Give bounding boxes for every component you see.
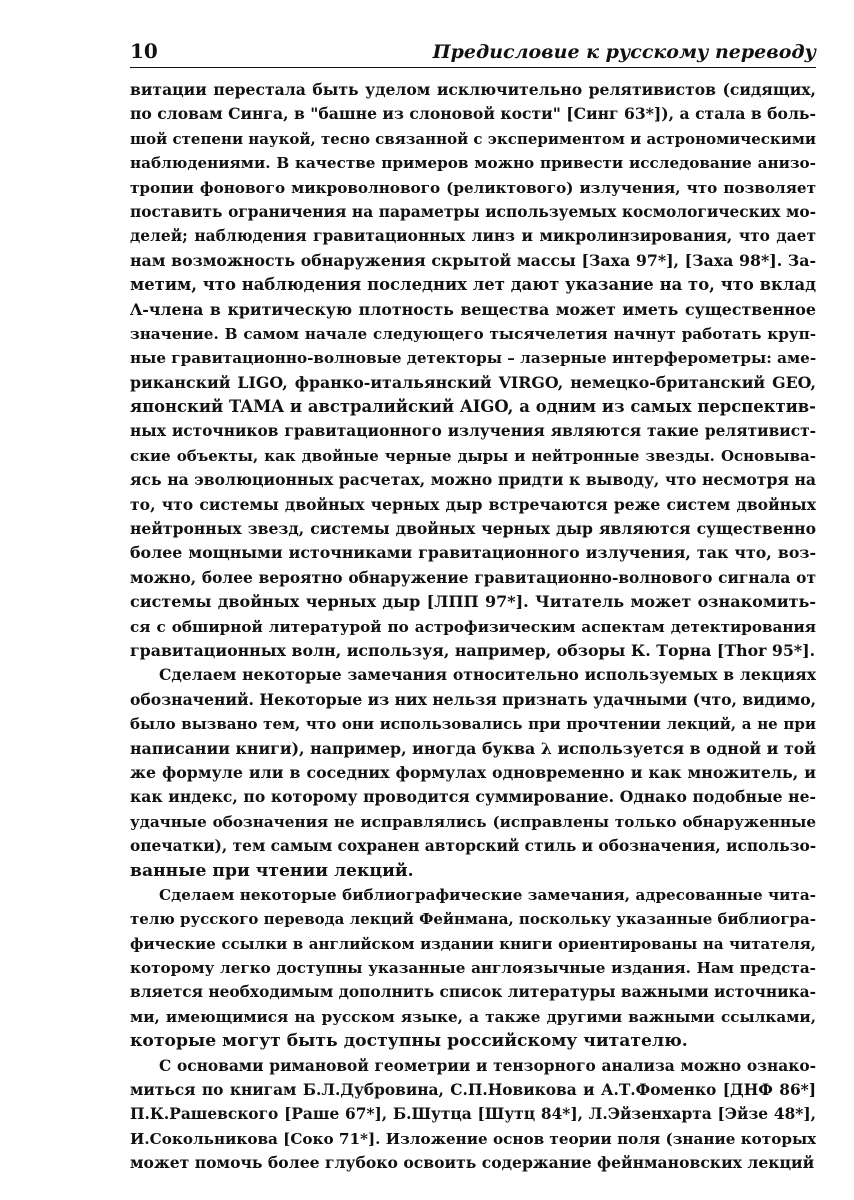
running-title: Предисловие к русскому переводу bbox=[432, 41, 816, 63]
text-line: может помочь более глубоко освоить содержание фейнмановских лекций bbox=[130, 1153, 815, 1173]
text-line: С основами римановой геометрии и тензорного анализа можно ознако- bbox=[159, 1056, 816, 1075]
paragraph bbox=[130, 663, 816, 883]
text-line: значение. В самом начале следующего тысячелетия начнут работать круп- bbox=[130, 324, 816, 343]
text-line: удачные обозначения не исправлялись (исправлены только обнаруженные bbox=[130, 812, 816, 831]
text-line: шой степени наукой, тесно связанной с экспериментом и астрономическими bbox=[130, 129, 816, 148]
page-header bbox=[130, 37, 816, 68]
text-line: фические ссылки в английском издании книги ориентированы на читателя, bbox=[130, 934, 816, 953]
text-line: ванные при чтении лекций. bbox=[130, 860, 414, 881]
text-line: опечатки), тем самым сохранен авторский стиль и обозначения, использо- bbox=[130, 837, 816, 856]
text-line: японский TAMA и австралийский AIGO, а одним из самых перспектив- bbox=[130, 397, 816, 417]
paragraph bbox=[130, 883, 816, 1054]
text-line: делей; наблюдения гравитационных линз и микролинзирования, что дает bbox=[130, 227, 816, 246]
text-line: ские объекты, как двойные черные дыры и нейтронные звезды. Основыва- bbox=[130, 446, 816, 465]
text-line: более мощными источниками гравитационного излучения, так что, воз- bbox=[130, 543, 816, 563]
text-line: как индекс, по которому проводится суммирование. Однако подобные не- bbox=[130, 787, 816, 807]
text-line: ные гравитационно-волновые детекторы – лазерные интерферометры: аме- bbox=[130, 349, 816, 368]
paragraph bbox=[130, 78, 816, 663]
text-line: то, что системы двойных черных дыр встречаются реже систем двойных bbox=[130, 494, 816, 514]
text-line: телю русского перевода лекций Фейнмана, поскольку указанные библиогра- bbox=[130, 910, 816, 929]
text-line: которые могут быть доступны российскому читателю. bbox=[130, 1031, 688, 1052]
text-line: тропии фонового микроволнового (реликтового) излучения, что позволяет bbox=[130, 178, 816, 197]
text-line: ми, имеющимися на русском языке, а также другими важными ссылками, bbox=[130, 1007, 816, 1026]
text-line: можно, более вероятно обнаружение гравитационно-волнового сигнала от bbox=[130, 568, 816, 587]
text-line: было вызвано тем, что они использовались при прочтении лекций, а не при bbox=[130, 715, 816, 734]
text-line: же формуле или в соседних формулах одновременно и как множитель, и bbox=[130, 762, 816, 782]
page-number: 10 bbox=[130, 39, 158, 63]
text-line: П.К.Рашевского [Раше 67*], Б.Шутца [Шутц 84*], Л.Эйзенхарта [Эйзе 48*], bbox=[130, 1105, 816, 1124]
text-line: И.Сокольникова [Соко 71*]. Изложение основ теории поля (знание которых bbox=[130, 1129, 816, 1148]
text-line: ных источников гравитационного излучения являются такие релятивист- bbox=[130, 422, 816, 441]
text-line: ся с обширной литературой по астрофизическим аспектам детектирования bbox=[130, 617, 816, 636]
body-text bbox=[130, 78, 816, 1176]
text-line: Сделаем некоторые библиографические замечания, адресованные чита- bbox=[159, 885, 816, 904]
text-line: вляется необходимым дополнить список литературы важными источника- bbox=[130, 983, 816, 1002]
text-line: Λ-члена в критическую плотность вещества может иметь существенное bbox=[130, 299, 816, 319]
paragraph bbox=[130, 1054, 816, 1176]
text-line: нам возможность обнаружения скрытой массы [Заха 97*], [Заха 98*]. За- bbox=[130, 250, 816, 270]
text-line: миться по книгам Б.Л.Дубровина, С.П.Новикова и А.Т.Фоменко [ДНФ 86*] bbox=[130, 1081, 816, 1100]
text-line: витации перестала быть уделом исключительно релятивистов (сидящих, bbox=[130, 80, 816, 99]
text-line: системы двойных черных дыр [ЛПП 97*]. Читатель может ознакомить- bbox=[130, 592, 816, 612]
text-line: гравитационных волн, используя, например, обзоры К. Торна [Thor 95*]. bbox=[130, 640, 816, 660]
text-line: которому легко доступны указанные англоязычные издания. Нам предста- bbox=[130, 959, 816, 978]
text-line: наблюдениями. В качестве примеров можно привести исследование анизо- bbox=[130, 154, 816, 173]
text-line: метим, что наблюдения последних лет дают указание на то, что вклад bbox=[130, 275, 816, 295]
text-line: нейтронных звезд, системы двойных черных дыр являются существенно bbox=[130, 519, 816, 539]
text-line: обозначений. Некоторые из них нельзя признать удачными (что, видимо, bbox=[130, 689, 816, 709]
text-line: Сделаем некоторые замечания относительно используемых в лекциях bbox=[159, 665, 816, 685]
text-line: риканский LIGO, франко-итальянский VIRGO, немецко-британский GEO, bbox=[130, 372, 816, 392]
text-line: поставить ограничения на параметры используемых космологических мо- bbox=[130, 202, 816, 221]
text-line: написании книги), например, иногда буква λ используется в одной и той bbox=[130, 738, 816, 758]
text-line: по словам Синга, в "башне из слоновой кости" [Синг 63*]), а стала в боль- bbox=[130, 104, 816, 124]
text-line: ясь на эволюционных расчетах, можно придти к выводу, что несмотря на bbox=[130, 470, 816, 490]
